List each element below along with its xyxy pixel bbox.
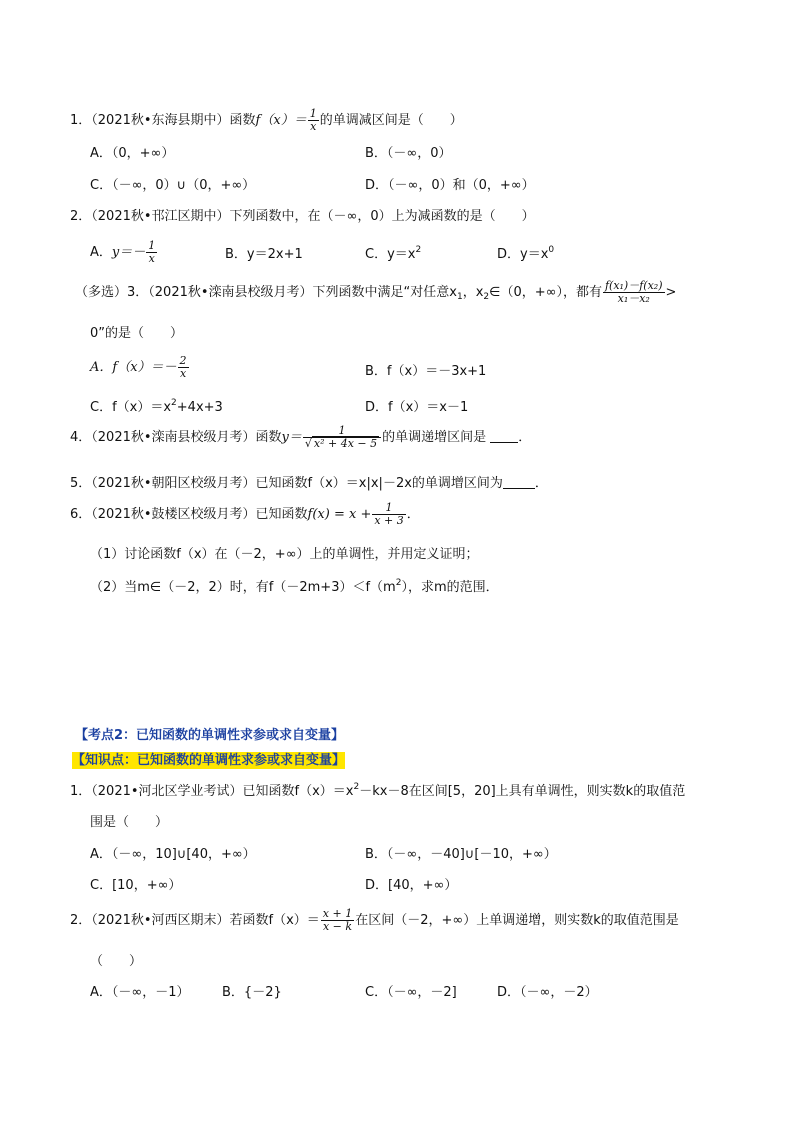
s2-question-2: 2．（2021秋•河西区期末）若函数f（x）＝ $\frac{x + 1}{x - k}$ 在区间（－2，+∞）上单调递增，则实数k的取值范围是	[70, 907, 679, 934]
fraction: $\frac{1}{x}$	[309, 107, 317, 134]
q1-option-c: C．（－∞，0）∪（0，+∞）	[90, 178, 256, 193]
knowledge-point-highlight: 【知识点：已知函数的单调性求参或求自变量】	[72, 753, 346, 768]
s2-q1-line2: 围是（ ）	[90, 815, 169, 830]
q2-option-a: A．y＝－ $\frac{1}{x}$	[90, 239, 156, 266]
s2-question-1: 1．（2021•河北区学业考试）已知函数$f(x)=x^2-kx-8$在区间[5，20]上具有单调性，则实数k的取值范	[70, 782, 686, 799]
answer-blank[interactable]	[503, 476, 535, 489]
answer-blank[interactable]	[490, 430, 518, 443]
s2-q2-option-c: C．（－∞，－2]	[365, 985, 457, 1000]
s2-q1-option-b: B．（－∞，－40]∪[－10，+∞）	[365, 847, 557, 862]
question-5: 5．（2021秋•朝阳区校级月考）已知函数f（x）＝x|x|－2x的单调增区间为 ．	[70, 476, 548, 491]
fraction: $\frac{x + 1}{x - k}$	[322, 907, 353, 934]
q3-line2: 0”的是（ ）	[90, 326, 184, 341]
q2-option-c: C．$y=x^2$	[365, 245, 422, 262]
fraction: $\frac{1}{x}$	[148, 239, 156, 266]
q1-option-d: D．（－∞，0）和（0，+∞）	[365, 178, 535, 193]
fraction: $\frac{1}{\text{√ x² + 4x − 5}}$	[303, 425, 381, 450]
q3-option-b: B．f（x）＝－3x+1	[365, 364, 487, 379]
q3-option-a: A．f（x）＝－ $\frac{2}{x}$	[90, 354, 187, 381]
question-1: 1．（2021秋•东海县期中）函数f（x）＝ $\frac{1}{x}$ 的单调减区间是（ ）	[70, 107, 463, 134]
fraction: $\frac{\text{f(x₁)－f(x₂)}}{\text{x₁－x₂}}$	[604, 279, 663, 306]
s2-q2-option-a: A．（－∞，－1）	[90, 985, 190, 1000]
s2-q2-option-b: B．{－2}	[222, 985, 282, 1000]
q6-part-2: （2）当m∈（－2，2）时，有$f(-2m+3)<f(m^2)$，求m的范围．	[90, 578, 499, 595]
fraction: $\frac{1}{x + 3}$	[374, 501, 404, 528]
q1-option-b: B．（－∞，0）	[365, 146, 452, 161]
question-4: 4．（2021秋•滦南县校级月考）函数y＝ $\frac{1}{\text{√ x² + 4x − 5}}$ 的单调递增区间是 ．	[70, 424, 532, 451]
s2-q1-option-a: A．（－∞，10]∪[40，+∞）	[90, 847, 256, 862]
q3-option-c: C．$f(x)=x^2+4x+3$	[90, 398, 223, 415]
s2-q1-option-d: D．[40，+∞）	[365, 878, 458, 893]
section-heading: 【考点2：已知函数的单调性求参或求自变量】	[75, 728, 345, 743]
question-2: 2．（2021秋•邗江区期中）下列函数中，在（－∞，0）上为减函数的是（ ）	[70, 209, 535, 224]
question-6: 6．（2021秋•鼓楼区校级月考）已知函数f(x) = x + $\frac{1}{x + 3}$ ．	[70, 501, 420, 528]
fraction: $\frac{2}{x}$	[179, 354, 187, 381]
question-3: （多选）3．（2021秋•滦南县校级月考）下列函数中满足“对任意$x_1$，$x_2\in(0$，+∞），都有 $\frac{\text{f(x₁)－f(x₂)}}{\text{x₁－x₂}}$ >	[75, 279, 677, 306]
q2-option-b: B．y＝2x+1	[225, 247, 303, 262]
q1-option-a: A．（0，+∞）	[90, 146, 175, 161]
s2-q2-line2: （ ）	[90, 954, 143, 969]
q3-option-d: D．f（x）＝x－1	[365, 400, 469, 415]
s2-q1-option-c: C．[10，+∞）	[90, 878, 182, 893]
s2-q2-option-d: D．（－∞，－2）	[497, 985, 598, 1000]
q2-option-d: D．$y=x^0$	[497, 245, 555, 262]
q6-part-1: （1）讨论函数f（x）在（－2，+∞）上的单调性，并用定义证明；	[90, 547, 479, 562]
